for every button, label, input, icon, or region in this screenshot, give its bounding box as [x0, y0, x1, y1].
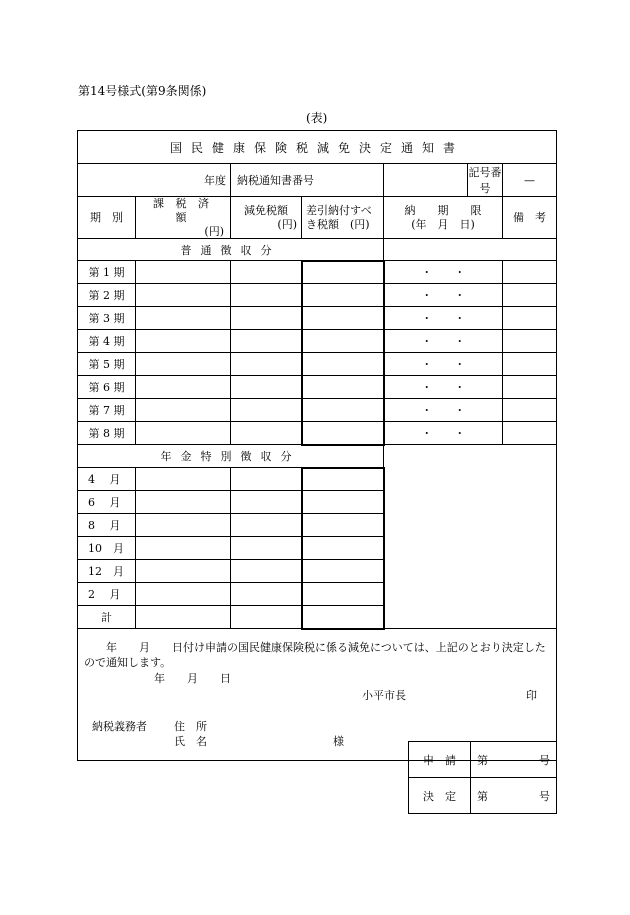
notice-number-label: 納税通知書番号	[231, 164, 384, 197]
due-date-header: 納 期 限 (年 月 日)	[384, 197, 503, 239]
table-row	[78, 284, 557, 307]
assessed-amount-header: 課 税 済 額 (円)	[136, 197, 231, 239]
month-label: 2 月	[78, 583, 136, 606]
payable-amount-header: 差引納付すべ き税額 (円)	[302, 197, 384, 239]
month-label: 4 月	[78, 468, 136, 491]
month-label: 6 月	[78, 491, 136, 514]
symbol-number-label: 記号番号	[468, 164, 503, 197]
period-label: 第 6 期	[78, 376, 136, 399]
period-label: 第 2 期	[78, 284, 136, 307]
total-label: 計	[78, 606, 136, 629]
notice-text: 年 月 日付け申請の国民健康保険税に係る減免については、上記のとおり決定したので通知します。	[84, 640, 546, 669]
address-label: 住 所	[174, 719, 207, 733]
due-date-cell: ・ ・	[384, 330, 503, 353]
period-label: 第 1 期	[78, 261, 136, 284]
due-date-cell: ・ ・	[384, 422, 503, 445]
month-label: 12 月	[78, 560, 136, 583]
application-row	[409, 742, 557, 778]
notice-date: 年 月 日	[154, 671, 231, 685]
decision-label: 決 定	[409, 778, 471, 814]
month-label: 10 月	[78, 537, 136, 560]
table-row	[78, 330, 557, 353]
month-label: 8 月	[78, 514, 136, 537]
application-number: 第 号	[471, 742, 557, 778]
period-label: 第 3 期	[78, 307, 136, 330]
period-label: 第 7 期	[78, 399, 136, 422]
ordinary-collection-section: 普通徴収分	[78, 239, 384, 261]
form-id: 第14号様式(第9条関係)	[78, 84, 207, 98]
period-label: 第 5 期	[78, 353, 136, 376]
due-date-cell: ・ ・	[384, 376, 503, 399]
table-row	[78, 422, 557, 445]
decision-row	[409, 778, 557, 814]
table-row	[78, 353, 557, 376]
application-decision-table	[408, 741, 557, 814]
table-row	[78, 261, 557, 284]
period-header: 期 別	[78, 197, 136, 239]
due-date-cell: ・ ・	[384, 307, 503, 330]
due-date-cell: ・ ・	[384, 399, 503, 422]
taxpayer-label: 納税義務者	[92, 719, 147, 733]
decision-number: 第 号	[471, 778, 557, 814]
due-date-cell: ・ ・	[384, 353, 503, 376]
seal-mark: 印	[526, 688, 537, 702]
reduction-amount-header: 減免税額 (円)	[231, 197, 302, 239]
remarks-header: 備 考	[503, 197, 557, 239]
honorific-label: 様	[333, 734, 344, 748]
application-label: 申 請	[409, 742, 471, 778]
form-title: 国民健康保険税減免決定通知書	[78, 131, 557, 164]
table-row	[78, 376, 557, 399]
period-label: 第 8 期	[78, 422, 136, 445]
due-date-cell: ・ ・	[384, 261, 503, 284]
name-label: 氏 名	[174, 734, 207, 748]
fiscal-year-label: 年度	[78, 164, 231, 197]
table-row	[78, 307, 557, 330]
side-label: (表)	[306, 111, 328, 125]
mayor-label: 小平市長	[362, 688, 406, 702]
table-row	[78, 399, 557, 422]
period-label: 第 4 期	[78, 330, 136, 353]
due-date-cell: ・ ・	[384, 284, 503, 307]
symbol-number-value: —	[503, 164, 557, 197]
pension-collection-section: 年金特別徴収分	[78, 445, 384, 468]
reduction-notice-table	[77, 130, 557, 761]
